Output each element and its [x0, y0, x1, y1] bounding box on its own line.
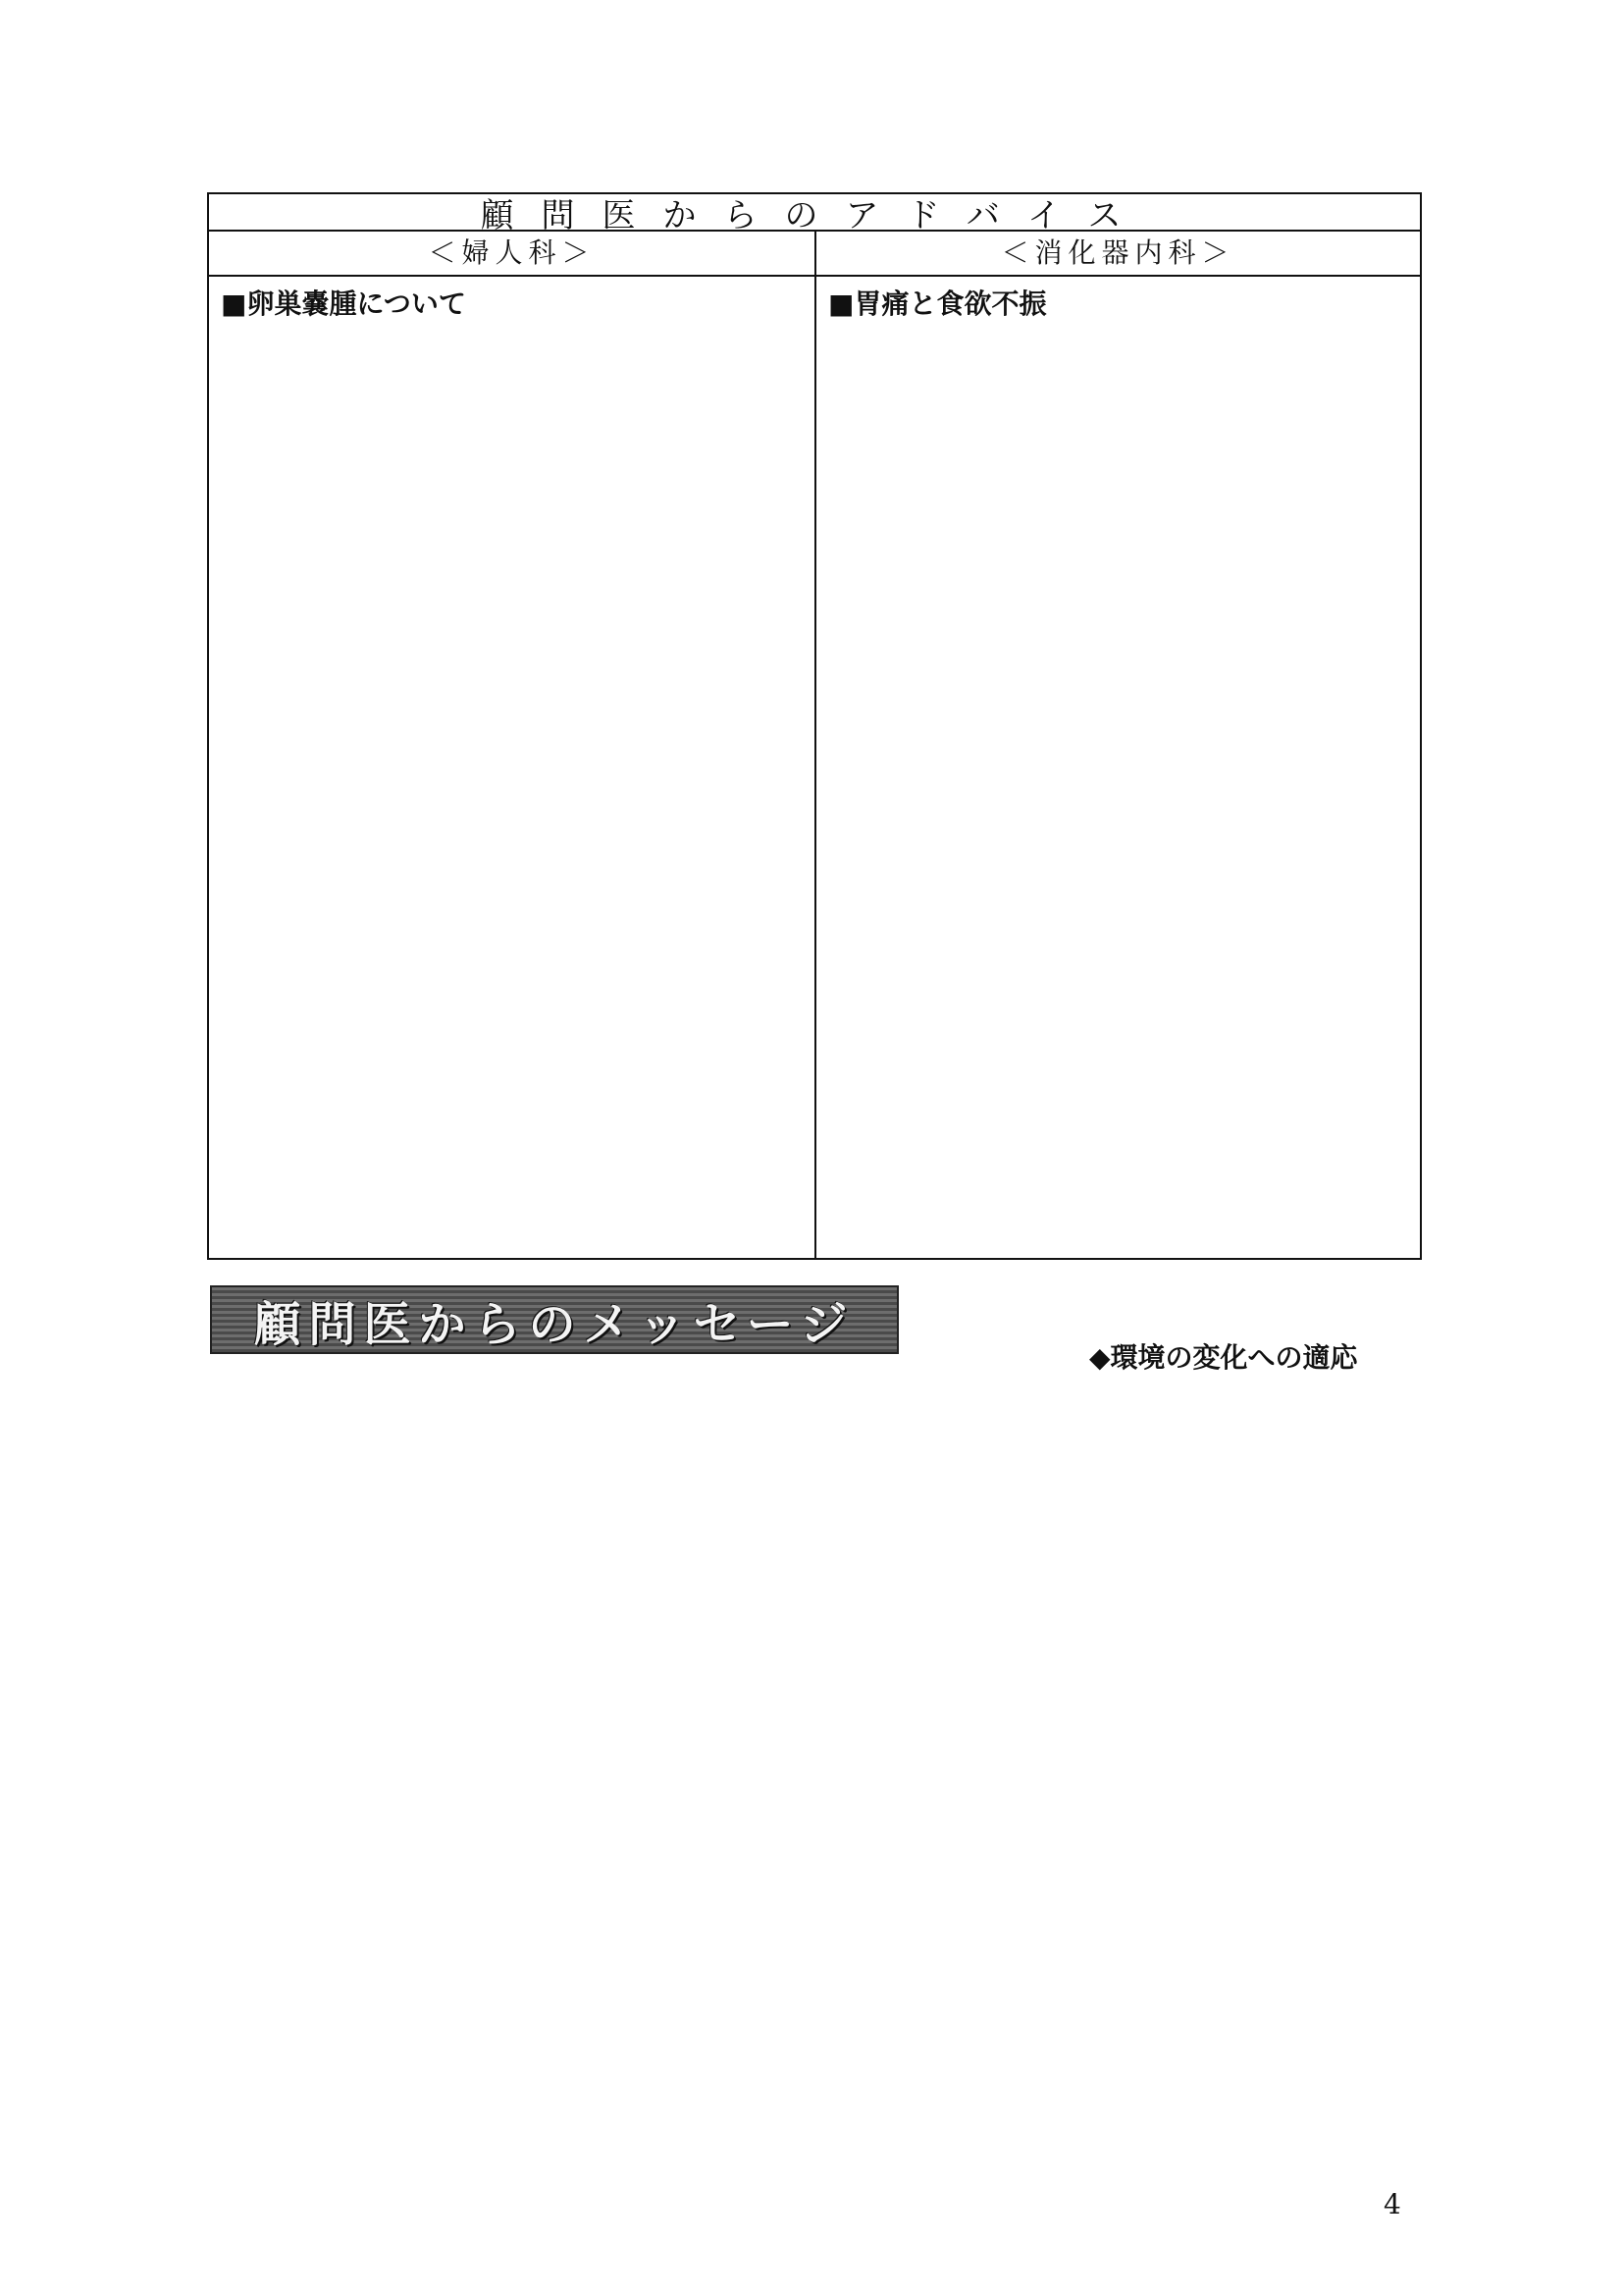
- advice-columns: [209, 232, 1420, 1258]
- department-heading: ＜婦人科＞: [209, 232, 814, 277]
- page-number: 4: [1384, 2188, 1401, 2220]
- advice-column-gynecology: [209, 232, 814, 1258]
- advice-title: 顧問医からのアドバイス: [209, 194, 1420, 232]
- message-banner: [210, 1285, 899, 1354]
- department-heading: ＜消化器内科＞: [816, 232, 1420, 277]
- message-banner-text: 顧問医からのメッセージ: [253, 1296, 856, 1352]
- advice-box: [207, 192, 1422, 1260]
- topic-heading: ■卵巣嚢腫について: [221, 287, 466, 320]
- topic-heading: ■胃痛と食欲不振: [828, 287, 1047, 320]
- advice-column-gastroenterology: [814, 232, 1420, 1258]
- message-heading: ◆環境の変化への適応: [1089, 1341, 1358, 1374]
